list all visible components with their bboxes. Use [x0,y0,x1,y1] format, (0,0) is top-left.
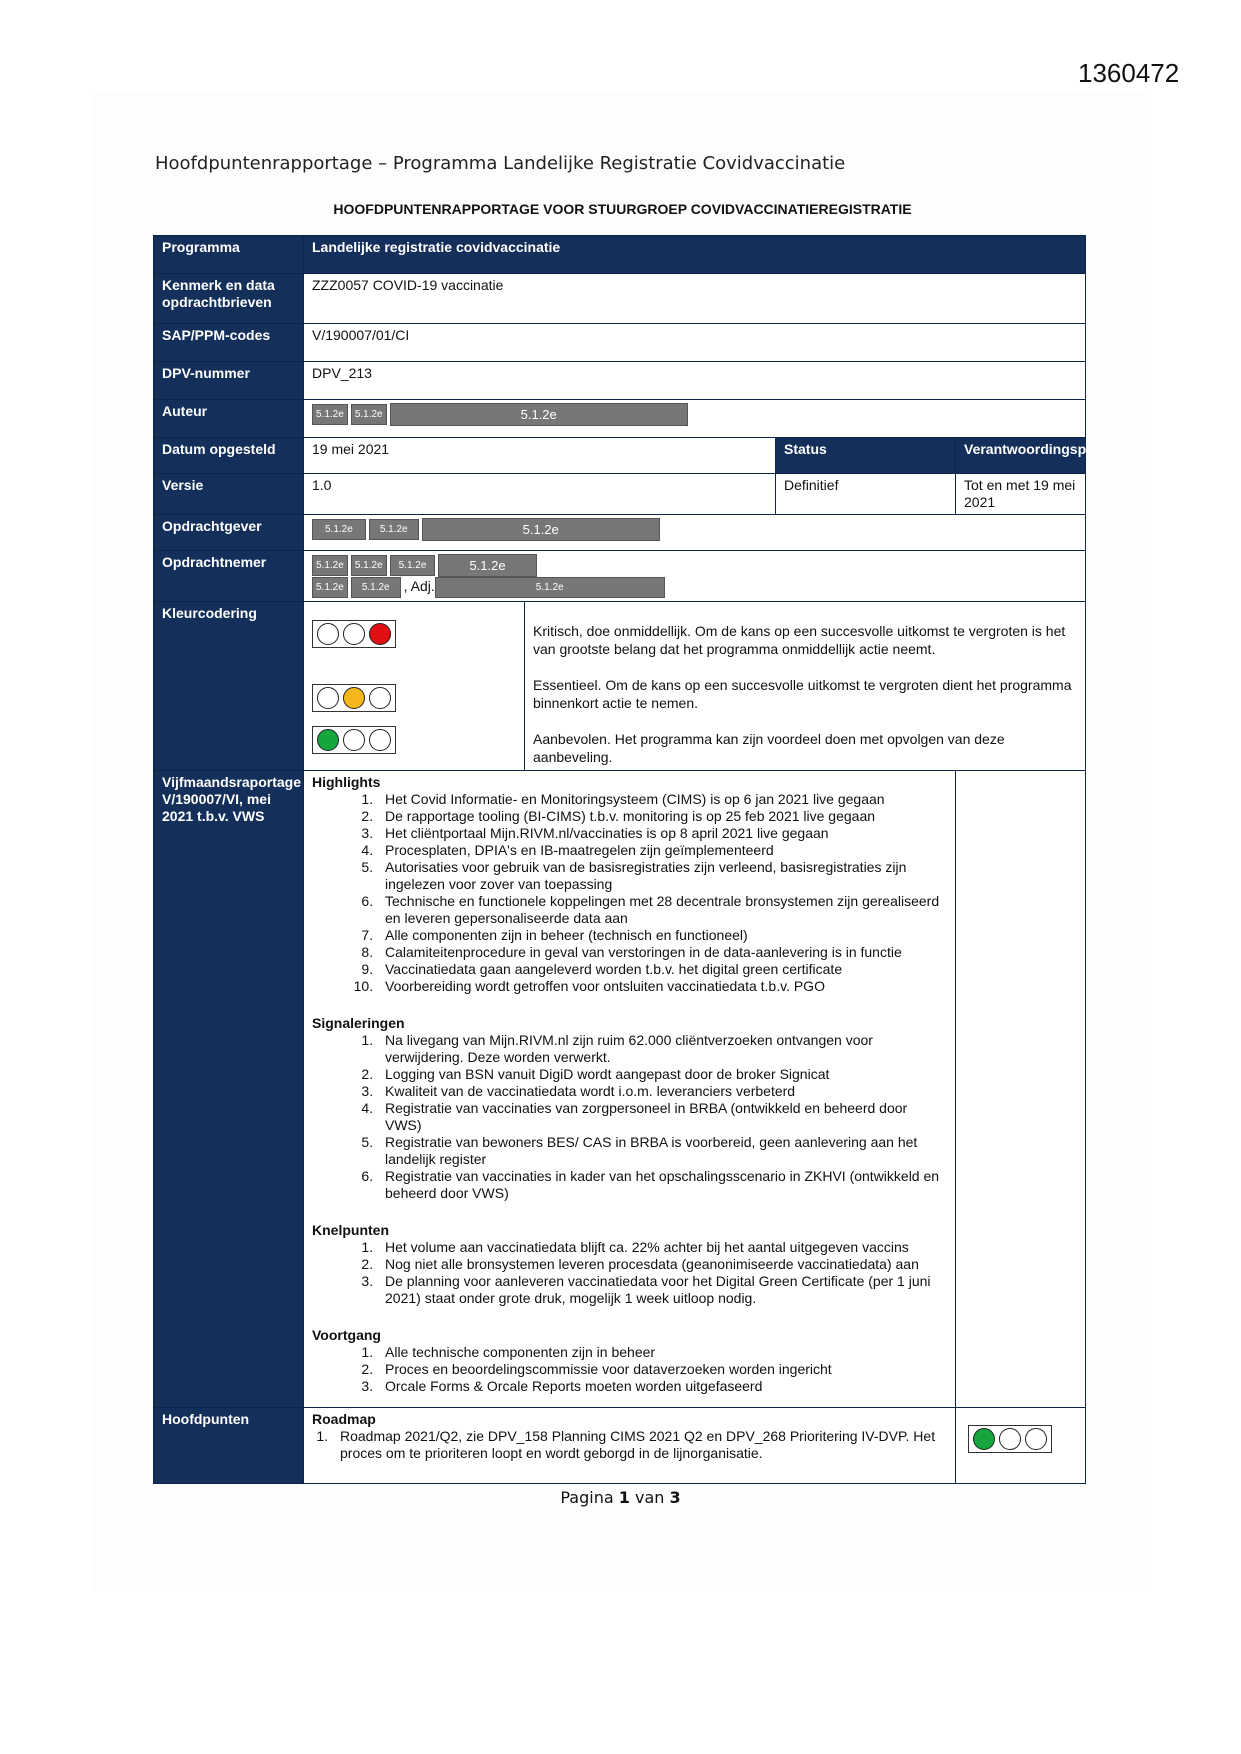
redaction-box: 5.1.2e [422,518,660,541]
signaleringen-title: Signaleringen [312,1015,405,1031]
list-item: 2. Proces en beoordelingscommissie voor dataverzoeken worden ingericht [377,1361,947,1378]
label-versie: Versie [154,474,304,515]
light-green-icon [973,1428,995,1450]
list-item: 1. Roadmap 2021/Q2, zie DPV_158 Planning CIMS 2021 Q2 en DPV_268 Prioritering IV-DVP. Het proces om te prioriteren loopt en wordt geborgd in de lijnorganisatie. [332,1428,947,1462]
light-off-icon [343,623,365,645]
redaction-box: 5.1.2e [312,577,348,598]
redaction-box: 5.1.2e [312,555,348,576]
list-item: 5. Autorisaties voor gebruik van de basisregistraties zijn verleend, basisregistraties zijn ingelezen voor zover van toepassing [377,859,947,893]
list-item: 1. Het Covid Informatie- en Monitoringsysteem (CIMS) is op 6 jan 2021 live gegaan [377,791,947,808]
page-prefix: Pagina [560,1488,619,1507]
knelpunten-list [312,1239,947,1307]
list-item: 3. Orcale Forms & Orcale Reports moeten worden uitgefaseerd [377,1378,947,1395]
label-dpv: DPV-nummer [154,362,304,400]
label-sap: SAP/PPM-codes [154,324,304,362]
legend-texts [524,602,1085,770]
redaction-box: 5.1.2e [351,577,401,598]
light-off-icon [369,687,391,709]
value-dpv: DPV_213 [304,362,1086,400]
label-datum: Datum opgesteld [154,438,304,474]
value-opdrachtnemer [304,551,1086,602]
label-kleurcodering: Kleurcodering [154,602,304,771]
list-item: 1. Alle technische componenten zijn in beheer [377,1344,947,1361]
label-kenmerk: Kenmerk en data opdrachtbrieven [154,274,304,324]
list-item: 1. Het volume aan vaccinatiedata blijft ca. 22% achter bij het aantal uitgegeven vaccins [377,1239,947,1256]
vijfmaands-status-cell [956,771,1086,1408]
label-hoofdpunten: Hoofdpunten [154,1408,304,1484]
report-heading: HOOFDPUNTENRAPPORTAGE VOOR STUURGROEP COVIDVACCINATIEREGISTRATIE [333,201,912,217]
list-item: 7. Alle componenten zijn in beheer (technisch en functioneel) [377,927,947,944]
report-table [153,235,1129,1484]
redaction-box: 5.1.2e [390,403,688,426]
list-item: 4. Registratie van vaccinaties van zorgpersoneel in BRBA (ontwikkeld en beheerd door VWS) [377,1100,947,1134]
knelpunten-title: Knelpunten [312,1222,389,1238]
list-item: 4. Procesplaten, DPIA's en IB-maatregelen zijn geïmplementeerd [377,842,947,859]
list-item: 1. Na livegang van Mijn.RIVM.nl zijn ruim 62.000 cliëntverzoeken ontvangen voor verwijdering. Deze worden verwerkt. [377,1032,947,1066]
light-off-icon [317,687,339,709]
label-vijfmaands: Vijfmaandsraportage V/190007/VI, mei 2021 t.b.v. VWS [154,771,304,1408]
value-hoofdpunten [304,1408,956,1484]
light-off-icon [343,729,365,751]
label-opdrachtnemer: Opdrachtnemer [154,551,304,602]
list-item: 6. Registratie van vaccinaties in kader van het opschalingsscenario in ZKHVI (ontwikkeld en beheerd door VWS) [377,1168,947,1202]
label-opdrachtgever: Opdrachtgever [154,515,304,551]
voortgang-title: Voortgang [312,1327,381,1343]
legend-lights-column [304,602,524,770]
traffic-light-green [312,726,396,754]
label-status: Status [776,438,956,474]
value-periode: Tot en met 19 mei 2021 [956,474,1086,515]
light-red-icon [369,623,391,645]
light-off-icon [369,729,391,751]
value-datum: 19 mei 2021 [304,438,776,474]
page-middle: van [629,1488,670,1507]
list-item: 9. Vaccinatiedata gaan aangeleverd worden t.b.v. het digital green certificate [377,961,947,978]
value-kenmerk: ZZZ0057 COVID-19 vaccinatie [304,274,1086,324]
list-item: 5. Registratie van bewoners BES/ CAS in BRBA is voorbereid, geen aanlevering aan het landelijk register [377,1134,947,1168]
list-item: 3. Kwaliteit van de vaccinatiedata wordt i.o.m. leveranciers verbeterd [377,1083,947,1100]
value-opdrachtgever [304,515,1086,551]
light-off-icon [317,623,339,645]
redaction-box: 5.1.2e [438,554,536,577]
list-item: 10. Voorbereiding wordt getroffen voor ontsluiten vaccinatiedata t.b.v. PGO [377,978,947,995]
page-total: 3 [669,1488,681,1507]
legend-text-red: Kritisch, doe onmiddellijk. Om de kans op een succesvolle uitkomst te vergroten is het van grootste belang dat het programma onmiddellijk actie neemt. [533,623,1066,657]
label-programma: Programma [154,236,304,274]
document-title: Hoofdpuntenrapportage – Programma Landelijke Registratie Covidvaccinatie [155,153,846,174]
signaleringen-list [312,1032,947,1202]
list-item: 8. Calamiteitenprocedure in geval van verstoringen in de data-aanlevering is in functie [377,944,947,961]
legend-text-green: Aanbevolen. Het programma kan zijn voordeel doen met opvolgen van deze aanbeveling. [533,731,1005,765]
page-current: 1 [618,1488,630,1507]
light-amber-icon [343,687,365,709]
adj-text: , Adj. [403,578,435,595]
redaction-box: 5.1.2e [369,519,419,540]
list-item: 6. Technische en functionele koppelingen met 28 decentrale bronsystemen zijn gerealiseerd en leveren gepersonaliseerde data aan [377,893,947,927]
value-versie: 1.0 [304,474,776,515]
legend-text-amber: Essentieel. Om de kans op een succesvolle uitkomst te vergroten dient het programma binnenkort actie te nemen. [533,677,1072,711]
redaction-box: 5.1.2e [390,555,436,576]
list-item: 2. Logging van BSN vanuit DigiD wordt aangepast door de broker Signicat [377,1066,947,1083]
value-kleurcodering [304,602,1086,771]
light-green-icon [317,729,339,751]
list-item: 3. De planning voor aanleveren vaccinatiedata voor het Digital Green Certificate (per 1 juni 2021) staat onder grote druk, mogelijk 1 week uitloop nodig. [377,1273,947,1307]
list-item: 2. De rapportage tooling (BI-CIMS) t.b.v. monitoring is op 25 feb 2021 live gegaan [377,808,947,825]
label-auteur: Auteur [154,400,304,438]
redaction-box: 5.1.2e [435,577,665,598]
value-sap: V/190007/01/CI [304,324,1086,362]
redaction-box: 5.1.2e [351,404,387,425]
value-auteur [304,400,1086,438]
list-item: 2. Nog niet alle bronsystemen leveren procesdata (geanonimiseerde vaccinatiedata) aan [377,1256,947,1273]
redaction-box: 5.1.2e [312,519,366,540]
voortgang-list [312,1344,947,1395]
value-status: Definitief [776,474,956,515]
traffic-light-green [968,1425,1052,1453]
list-item: 3. Het cliëntportaal Mijn.RIVM.nl/vaccinaties is op 8 april 2021 live gegaan [377,825,947,842]
roadmap-title: Roadmap [312,1411,376,1427]
value-programma: Landelijke registratie covidvaccinatie [304,236,1086,274]
highlights-title: Highlights [312,774,381,790]
traffic-light-red [312,620,396,648]
light-off-icon [999,1428,1021,1450]
highlights-list [312,791,947,995]
color-legend [304,602,1085,770]
redaction-box: 5.1.2e [312,404,348,425]
traffic-light-amber [312,684,396,712]
label-periode: Verantwoordingsperiode [956,438,1086,474]
redaction-box: 5.1.2e [351,555,387,576]
light-off-icon [1025,1428,1047,1450]
value-vijfmaands [304,771,956,1408]
hoofdpunten-status-cell [956,1408,1086,1484]
document-number: 1360472 [1078,58,1180,88]
roadmap-list [312,1428,947,1462]
page-footer [0,1488,1241,1507]
